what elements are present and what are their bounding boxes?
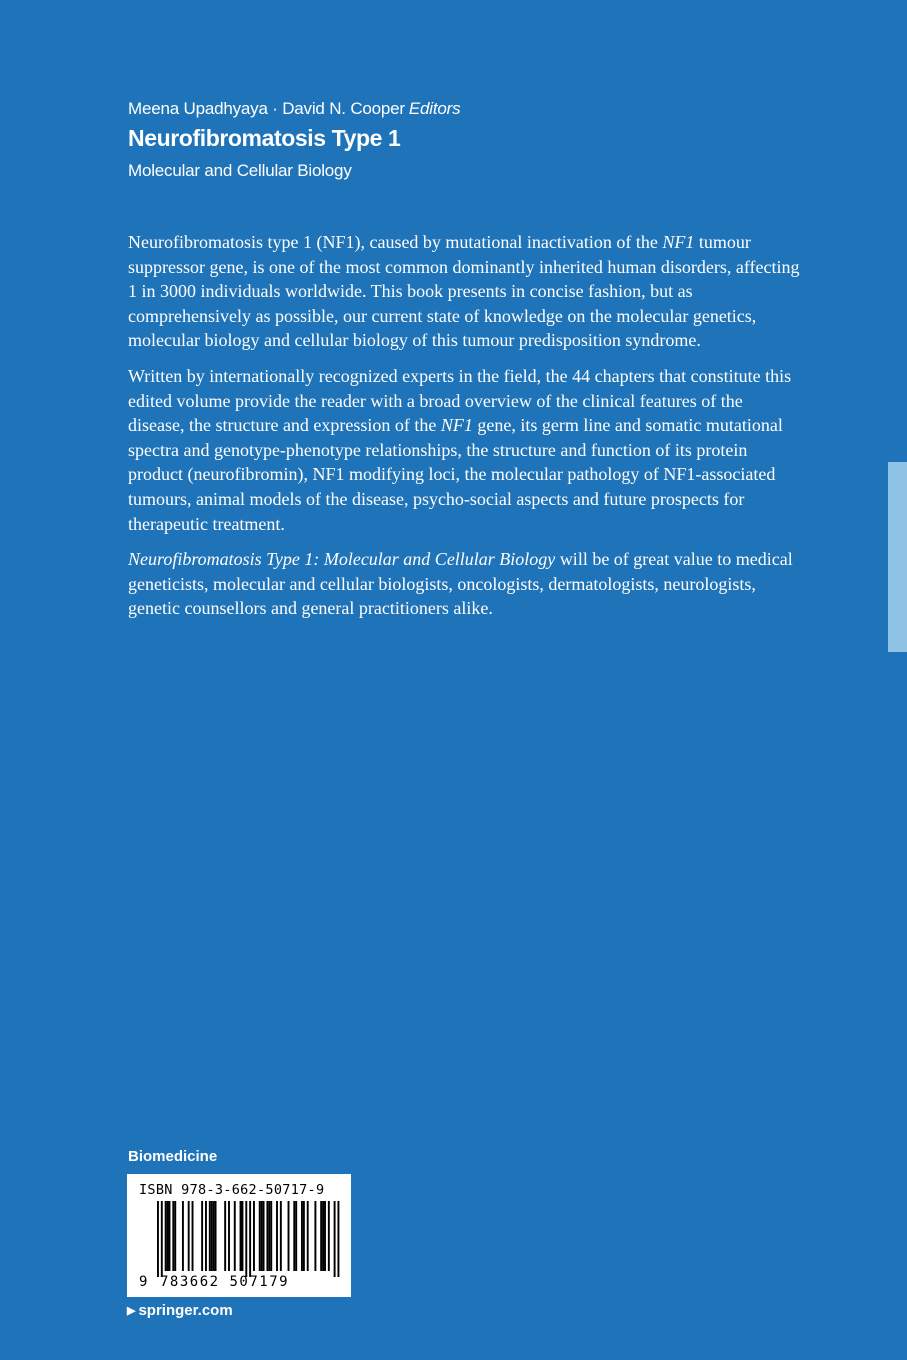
isbn-barcode xyxy=(127,1174,351,1297)
barcode-bar xyxy=(259,1201,261,1271)
barcode-bar xyxy=(165,1201,167,1271)
book-subtitle: Molecular and Cellular Biology xyxy=(128,161,352,180)
blurb-paragraph-2: Written by internationally recognized experts in the field, the 44 chapters that constitute this edited volume provide the reader with a broad overview of the clinical features of the disease, the structure and expression of the NF1 gene, its germ line and somatic mutational spectra and genotype-phenotype relationships, the structure and function of its protein product (neurofibromin), NF1 modifying loci, the molecular pathology of NF1-associated tumours, animal models of the disease, psycho-social aspects and future prospects for therapeutic treatment. xyxy=(128,365,792,534)
series-label: Biomedicine xyxy=(128,1148,218,1165)
side-color-tab xyxy=(888,462,907,652)
gene-name: NF1 xyxy=(662,232,695,252)
barcode-bar xyxy=(293,1201,295,1271)
barcode-bar xyxy=(182,1201,184,1271)
ean-first-digit: 9 xyxy=(139,1274,148,1290)
barcode-bar xyxy=(213,1201,215,1271)
barcode-bar xyxy=(167,1201,169,1271)
barcode-bar xyxy=(295,1201,297,1271)
barcode-bar xyxy=(270,1201,272,1271)
gene-name: NF1 xyxy=(440,415,473,436)
blurb xyxy=(128,230,800,632)
barcode-bar xyxy=(276,1201,278,1271)
blurb-paragraph-3: Neurofibromatosis Type 1: Molecular and Cellular Biology will be of great value to medical geneticists, molecular and cellular biologists, oncologists, dermatologists, neurologists, genetic counsellors and general practitioners alike. xyxy=(128,549,793,619)
arrow-right-icon: ▶ xyxy=(127,1305,136,1317)
barcode-bar xyxy=(253,1201,255,1271)
barcode-bar xyxy=(245,1201,247,1277)
barcode-bar xyxy=(334,1201,336,1277)
ean-digits: 783662 507179 xyxy=(160,1274,290,1290)
editors-line xyxy=(128,99,460,119)
barcode-bar xyxy=(301,1201,303,1271)
barcode-bar xyxy=(337,1201,339,1277)
barcode-bar xyxy=(322,1201,324,1271)
barcode-bar xyxy=(241,1201,243,1271)
barcode-bar xyxy=(314,1201,316,1271)
barcode-bar xyxy=(192,1201,194,1271)
barcode-bar xyxy=(174,1201,176,1271)
book-title-italic: Neurofibromatosis Type 1: Molecular and Cellular Biology xyxy=(128,549,556,570)
blurb-paragraph-1: Neurofibromatosis type 1 (NF1), caused by mutational inactivation of the NF1 tumour suppressor gene, is one of the most common dominantly inherited human disorders, affecting 1 in 3000 individuals worldwide. This book presents in concise fashion, but as comprehensively as possible, our current state of knowledge on the molecular genetics, molecular biology and cellular biology of this tumour predisposition syndrome. xyxy=(128,232,800,351)
website-link[interactable] xyxy=(127,1302,233,1319)
barcode-bar xyxy=(205,1201,207,1271)
barcode-bar xyxy=(303,1201,305,1271)
barcode-bar xyxy=(188,1201,190,1271)
barcode-bar xyxy=(228,1201,230,1271)
book-title: Neurofibromatosis Type 1 xyxy=(128,125,401,151)
barcode-bar xyxy=(324,1201,326,1271)
barcode-bar xyxy=(261,1201,263,1271)
barcode-bar xyxy=(263,1201,265,1271)
barcode-bar xyxy=(307,1201,309,1271)
barcode-bar xyxy=(161,1201,163,1277)
barcode-bar xyxy=(240,1201,242,1271)
editors-role: Editors xyxy=(408,99,461,118)
barcode-bar xyxy=(280,1201,282,1271)
isbn-label: ISBN 978-3-662-50717-9 xyxy=(139,1182,325,1198)
barcode-bar xyxy=(215,1201,217,1271)
editor-names: Meena Upadhyaya · David N. Cooper xyxy=(128,99,405,118)
barcode-bar xyxy=(266,1201,268,1271)
barcode-bar xyxy=(224,1201,226,1271)
barcode-bar xyxy=(288,1201,290,1271)
barcode-bar xyxy=(157,1201,159,1277)
barcode-bar xyxy=(249,1201,251,1277)
barcode-bar xyxy=(268,1201,270,1271)
barcode-bar xyxy=(211,1201,213,1271)
barcode-bar xyxy=(328,1201,330,1271)
barcode-bar xyxy=(169,1201,171,1271)
barcode-bar xyxy=(234,1201,236,1271)
barcode-bar xyxy=(209,1201,211,1271)
website-text: springer.com xyxy=(138,1302,233,1319)
barcode-bar xyxy=(320,1201,322,1271)
barcode-bar xyxy=(172,1201,174,1271)
barcode-bar xyxy=(201,1201,203,1271)
